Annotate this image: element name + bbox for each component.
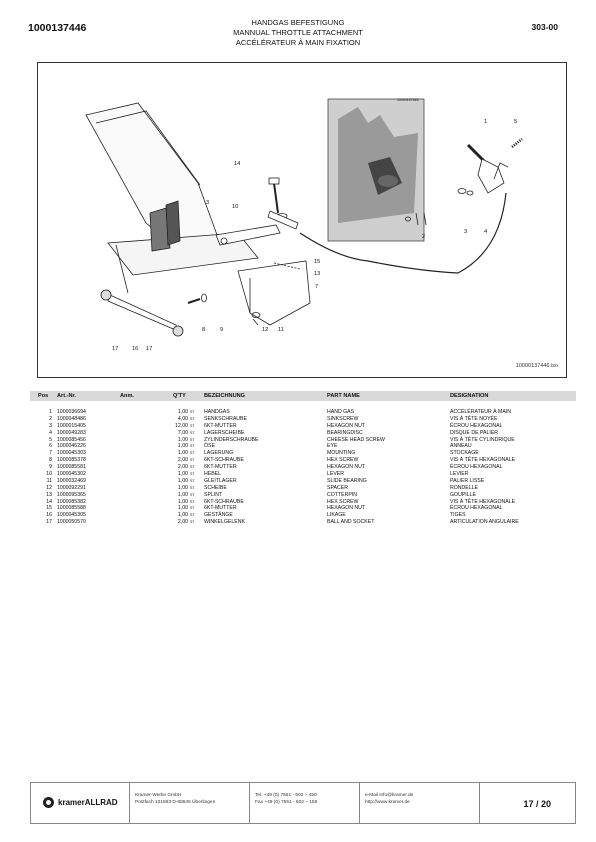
french-name-cell: TIGES (450, 512, 466, 519)
table-row (30, 471, 576, 478)
unit-cell: ST (190, 485, 195, 490)
parts-rows (30, 409, 576, 526)
company-name: Kramer-Werke GmbH (135, 793, 182, 798)
pos-cell: 5 (49, 436, 52, 443)
pos-cell: 13 (46, 491, 52, 498)
english-name-cell: SLIDE BEARING (327, 477, 367, 484)
pos-cell: 12 (46, 484, 52, 491)
document-number: 1000137446 (28, 22, 87, 34)
quantity-cell: 1,00 (177, 491, 188, 498)
footer-divider (129, 783, 130, 823)
document-title (150, 18, 446, 48)
english-name-cell: EYE (327, 443, 338, 450)
unit-cell: ST (190, 506, 195, 511)
table-row (30, 416, 576, 423)
table-row (30, 423, 576, 430)
french-name-cell: STOCKAGE (450, 450, 479, 457)
callout-11: 11 (278, 327, 284, 333)
callout-3: 3 (206, 200, 210, 206)
quantity-cell: 1,00 (177, 409, 188, 415)
english-name-cell: CHEESE HEAD SCREW (327, 436, 385, 443)
article-number-cell: 1000036694 (57, 409, 86, 415)
pos-cell: 7 (49, 450, 52, 457)
telephone: Tel. +49 (0) 7551 - 602 – 450 (255, 793, 317, 798)
quantity-cell: 1,00 (177, 498, 188, 505)
english-name-cell: MOUNTING (327, 450, 356, 457)
title-fr: ACCÉLÉRATEUR À MAIN FIXATION (235, 38, 361, 47)
article-number-cell: 1000045302 (57, 471, 86, 478)
callout-4: 4 (484, 229, 488, 235)
article-number-cell: 1000050570 (57, 519, 86, 526)
article-number-cell: 1000085382 (57, 498, 86, 505)
table-row (30, 437, 576, 444)
quantity-cell: 1,00 (177, 443, 188, 450)
header-anm: Anm. (120, 393, 134, 399)
unit-cell: ST (190, 410, 195, 414)
french-name-cell: DISQUE DE PALIER (450, 429, 499, 436)
table-row (30, 519, 576, 526)
callout-3b: 3 (464, 229, 468, 235)
article-number-cell: 1000095365 (57, 491, 86, 498)
footer-divider (249, 783, 250, 823)
header-fr: DESIGNATION (450, 393, 489, 399)
unit-cell: ST (190, 437, 195, 442)
german-name-cell: GLEITLAGER (204, 477, 237, 484)
phone-block (255, 793, 317, 806)
french-name-cell: ÉCROU HEXAGONAL (450, 464, 503, 471)
quantity-cell: 1,00 (177, 450, 188, 457)
unit-cell: ST (190, 499, 195, 504)
table-row (30, 478, 576, 485)
callout-12: 12 (262, 327, 269, 333)
german-name-cell: 6KT-MUTTER (204, 422, 237, 429)
table-row (30, 464, 576, 471)
unit-cell: ST (190, 416, 195, 421)
page-number: 17 / 20 (523, 799, 551, 809)
header-art: Art.-Nr. (57, 393, 76, 399)
header-pos: Pos (38, 393, 49, 399)
unit-cell: ST (190, 478, 195, 483)
callout-17b: 17 (146, 346, 153, 352)
quantity-cell: 1,00 (177, 471, 188, 478)
callout-1: 1 (484, 119, 488, 125)
german-name-cell: 6KT-SCHRAUBE (204, 498, 244, 505)
unit-cell: ST (190, 520, 195, 525)
callout-2: 2 (422, 234, 426, 240)
unit-cell: ST (190, 513, 195, 518)
callout-13: 13 (314, 271, 321, 277)
german-name-cell: HEBEL (204, 471, 222, 478)
french-name-cell: ARTICULATION ANGULAIRE (450, 519, 519, 526)
kramer-logo-icon (43, 797, 54, 808)
table-row (30, 430, 576, 437)
callout-10: 10 (232, 204, 239, 210)
pos-cell: 8 (49, 457, 52, 464)
unit-cell: ST (190, 458, 195, 463)
french-name-cell: ACCÉLÉRATEUR À MAIN (450, 409, 512, 415)
table-gap (30, 401, 576, 409)
french-name-cell: ANNEAU (450, 443, 472, 450)
exploded-drawing (37, 62, 567, 378)
callout-9: 9 (220, 327, 224, 333)
article-number-cell: 1000045303 (57, 450, 86, 457)
table-row (30, 485, 576, 492)
table-row (30, 409, 576, 416)
pos-cell: 2 (49, 415, 52, 422)
article-number-cell: 1000015405 (57, 422, 86, 429)
german-name-cell: GESTÄNGE (204, 512, 233, 519)
english-name-cell: BEARINGDISC (327, 429, 363, 436)
quantity-cell: 2,00 (177, 457, 188, 464)
website-link[interactable]: http://www.kramer.de (365, 799, 410, 805)
table-row (30, 492, 576, 499)
parts-table (30, 391, 576, 526)
pos-cell: 17 (46, 519, 52, 526)
german-name-cell: 6KT-SCHRAUBE (204, 457, 244, 464)
header-en: PART NAME (327, 393, 360, 399)
german-name-cell: SPLINT (204, 491, 223, 498)
article-number-cell: 1000085378 (57, 457, 86, 464)
unit-cell: ST (190, 472, 195, 477)
english-name-cell: SINKSCREW (327, 415, 359, 422)
quantity-cell: 4,00 (177, 415, 188, 422)
french-name-cell: VIS À TÊTE HEXAGONALE (450, 498, 516, 505)
german-name-cell: LAGERSCHEIBE (204, 429, 245, 436)
english-name-cell: SPACER (327, 484, 348, 491)
callout-8: 8 (202, 327, 206, 333)
brand-logo-block (43, 797, 118, 808)
german-name-cell: SENKSCHRAUBE (204, 415, 247, 422)
quantity-cell: 12,00 (175, 422, 188, 429)
pos-cell: 4 (49, 429, 52, 436)
french-name-cell: RONDELLE (450, 484, 478, 491)
company-address (135, 793, 215, 806)
article-number-cell: 1000085581 (57, 464, 86, 471)
pos-cell: 10 (46, 471, 52, 478)
table-row (30, 512, 576, 519)
contact-block (365, 793, 413, 806)
parts-table-header (30, 391, 576, 401)
pos-cell: 6 (49, 443, 52, 450)
quantity-cell: 1,00 (177, 436, 188, 443)
callout-16: 16 (132, 346, 139, 352)
english-name-cell: HAND GAS (327, 409, 355, 415)
pos-cell: 11 (46, 477, 52, 484)
unit-cell: ST (190, 492, 195, 497)
header-de: BEZEICHNUNG (204, 393, 246, 399)
english-name-cell: HEX SCREW (327, 498, 359, 505)
english-name-cell: LIKAGE (327, 512, 346, 519)
article-number-cell: 1000049283 (57, 429, 86, 436)
drawing-id: 10000137446.iso (515, 363, 558, 369)
unit-cell: ST (190, 423, 195, 428)
german-name-cell: ZYLINDERSCHRAUBE (204, 436, 259, 443)
pos-cell: 14 (46, 498, 52, 505)
footer-divider (359, 783, 360, 823)
quantity-cell: 1,00 (177, 484, 188, 491)
brand-name: kramerALLRAD (58, 798, 118, 807)
table-row (30, 505, 576, 512)
german-name-cell: SCHEIBE (204, 484, 227, 491)
table-row (30, 443, 576, 450)
quantity-cell: 1,00 (177, 477, 188, 484)
exploded-view-svg (38, 63, 568, 379)
quantity-cell: 2,00 (177, 519, 188, 526)
french-name-cell: LEVIER (450, 471, 469, 478)
title-en: MANNUAL THROTTLE ATTACHMENT (233, 28, 363, 37)
footer-divider (479, 783, 480, 823)
footer (30, 782, 576, 824)
pos-cell: 16 (46, 512, 52, 519)
callout-7: 7 (315, 284, 319, 290)
callout-17: 17 (112, 346, 119, 352)
quantity-cell: 1,00 (177, 512, 188, 519)
pos-cell: 3 (49, 422, 52, 429)
callout-5: 5 (514, 119, 518, 125)
unit-cell: ST (190, 465, 195, 470)
postal-address: Postfach 101563 D-88645 Überlingen (135, 799, 216, 805)
french-name-cell: PALIER LISSE (450, 477, 485, 484)
german-name-cell: WINKELGELENK (204, 519, 245, 526)
article-number-cell: 1000032469 (57, 477, 86, 484)
english-name-cell: LEVER (327, 471, 345, 478)
article-number-cell: 1000046226 (57, 443, 86, 450)
french-name-cell: ÉCROU HEXAGONAL (450, 505, 503, 512)
unit-cell: ST (190, 444, 195, 449)
english-name-cell: HEXAGON NUT (327, 464, 366, 471)
french-name-cell: VIS À TÊTE CYLINDRIQUE (450, 436, 515, 443)
inset-photo-id: 10000137446 (397, 98, 419, 102)
english-name-cell: HEX SCREW (327, 457, 359, 464)
article-number-cell: 1000085456 (57, 436, 86, 443)
unit-cell: ST (190, 451, 195, 456)
english-name-cell: HEXAGON NUT (327, 422, 366, 429)
german-name-cell: HANDGAS (204, 409, 230, 415)
article-number-cell: 1000045305 (57, 512, 86, 519)
french-name-cell: VIS À TÊTE HEXAGONALE (450, 457, 516, 464)
quantity-cell: 7,00 (177, 429, 188, 436)
article-number-cell: 1000085588 (57, 505, 86, 512)
pos-cell: 15 (46, 505, 52, 512)
english-name-cell: COTTERPIN (327, 491, 357, 498)
pos-cell: 1 (49, 409, 52, 415)
french-name-cell: ÉCROU HEXAGONAL (450, 422, 503, 429)
unit-cell: ST (190, 430, 195, 435)
german-name-cell: LAGERUNG (204, 450, 234, 457)
page-code: 303-00 (531, 22, 558, 32)
callout-15: 15 (314, 259, 321, 265)
title-de: HANDGAS BEFESTIGUNG (251, 18, 345, 27)
header-qty: Q'TY (173, 393, 186, 399)
english-name-cell: HEXAGON NUT (327, 505, 366, 512)
german-name-cell: 6KT-MUTTER (204, 505, 237, 512)
article-number-cell: 1000048486 (57, 415, 86, 422)
pos-cell: 9 (49, 464, 52, 471)
callout-14: 14 (234, 161, 241, 167)
french-name-cell: VIS À TÊTE NOYÉE (450, 415, 498, 422)
german-name-cell: ÖSE (204, 443, 215, 450)
article-number-cell: 1000092291 (57, 484, 86, 491)
french-name-cell: GOUPILLE (450, 491, 476, 498)
german-name-cell: 6KT-MUTTER (204, 464, 237, 471)
english-name-cell: BALL AND SOCKET (327, 519, 375, 526)
fax: Fax +49 (0) 7551 - 602 – 156 (255, 799, 318, 805)
email-link[interactable]: e-Mail info@kramer.de (365, 793, 414, 798)
quantity-cell: 2,00 (177, 464, 188, 471)
quantity-cell: 1,00 (177, 505, 188, 512)
